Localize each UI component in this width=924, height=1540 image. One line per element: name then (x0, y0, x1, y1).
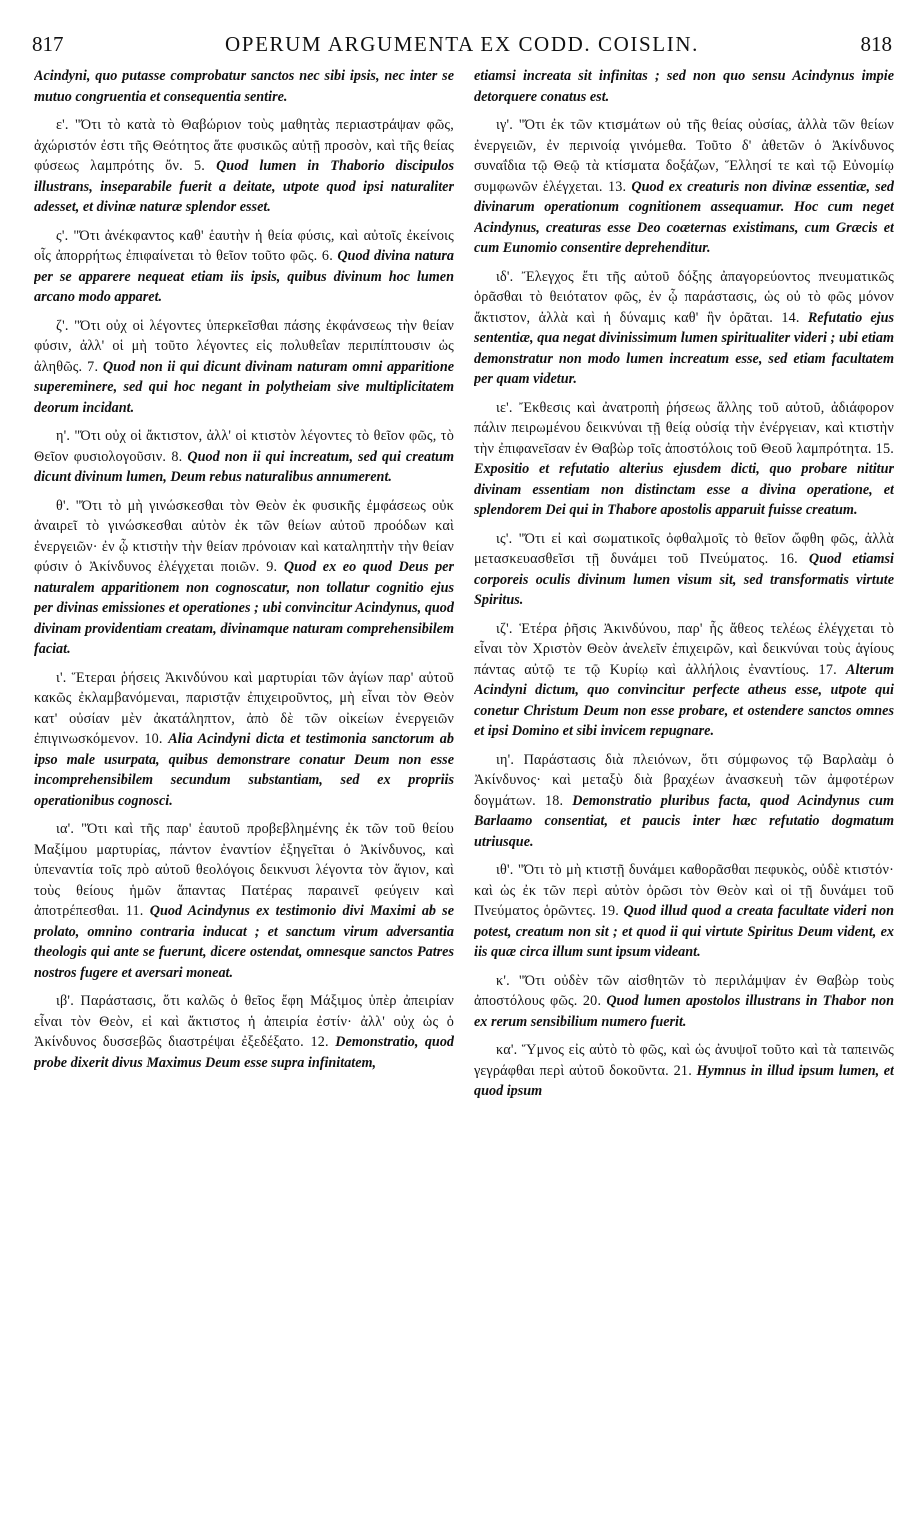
greek-text: ζ'. "Ότι οὐχ οἱ λέγοντες ὑπερκεῖσθαι πάσης ἐκφάνσεως τὴν θείαν φύσιν, ἀλλ' οἱ μὴ τοῦτο λέγοντες εἰς πολυθεΐαν περιπίπτουσιν ὡς ἀληθῶς. 7. (34, 317, 454, 375)
greek-text: ια'. "Ότι καὶ τῆς παρ' ἑαυτοῦ προβεβλημένης ἐκ τῶν τοῦ θείου Μαξίμου μαρτυρίας, πάντον ἐναντίον ἐξηγεῖται ὁ Ἀκίνδυνος, καὶ ὑπεναντία τοῖς πρὸ αὐτοῦ θεολόγοις δεικνυσι λέγοντα τὸν ἅγιον, καὶ τοὺς θείους ἡμῶν ἅπαντας Πατέρας παραινεῖ φεύγειν καὶ ἀποτρέπεσθαι. 11. (34, 821, 454, 919)
paragraph (474, 1040, 894, 1102)
greek-text: ιθ'. "Ότι τὸ μὴ κτιστῇ δυνάμει καθορᾶσθαι πεφυκὸς, οὐδὲ κτιστόν· καὶ ὡς ἐκ τῶν περὶ αὐτὸν ὁρῶσι τὸν Θεὸν καὶ οἱ τῇ δυνάμει τοῦ Πνεύματος ὁρῶντες. 19. (474, 862, 894, 919)
paragraph (474, 267, 894, 390)
left-column (34, 66, 454, 1506)
greek-text: ιβ'. Παράστασις, ὅτι καλῶς ὁ θεῖος ἔφη Μάξιμος ὑπὲρ ἀπειρίαν εἶναι τὸν Θεὸν, εἰ καὶ ἄκτιστος ἡ ἀπειρία ἐστίν· ἀλλ' οὐχ ὡς ὁ Ἀκίνδυνος δυσσεβῶς διαστρέψαι ἐξεδέξατο. 12. (34, 993, 454, 1050)
latin-text: Quod ex creaturis non divinæ essentiæ, sed divinarum operationum cognitionem assequamur. Hoc cum neget Acindynus, creaturas esse Deo coæternas existimans, cum Græcis et cum Eunomio consentire deprehenditur. (474, 178, 894, 256)
latin-text: Refutatio ejus sententiæ, qua negat divinissimum lumen spiritualiter videri ; ubi etiam demonstratur non modo lumen increatum esse, sed etiam facultatem per quam videtur. (474, 309, 894, 387)
paragraph (474, 66, 894, 107)
greek-text: ιγ'. "Ότι ἐκ τῶν κτισμάτων οὐ τῆς θείας οὐσίας, ἀλλὰ τῶν θείων ἐνεργειῶν, ἐν περινοίᾳ γινόμεθα. Τοῦτο δ' ἀθετῶν ὁ Ἀκίνδυνος συναΐδια τῷ Θεῷ τὰ κτίσματα δοξάζων, Ἕλλησί τε καὶ τῷ Εὐνομίῳ συμφωνῶν ἐλέγχεται. 13. (474, 117, 894, 195)
latin-text: Quod ex eo quod Deus per naturalem apparitionem non cognoscatur, non tollatur cognitio ejus per divinas emissiones et operationes ; ubi convincitur Acindynus, quod divinam providentiam creatam, divinamque naturam comprehensibilem faciat. (34, 559, 454, 657)
right-column (474, 66, 894, 1506)
greek-text: ιζ'. Ἑτέρα ῥῆσις Ἀκινδύνου, παρ' ἧς ἄθεος τελέως ἐλέγχεται τὸ εἶναι τὸν Χριστὸν Θεὸν ἀνελεῖν ἐπιχειρῶν, καὶ δεικνύναι τοὺς ἁγίους πάντας αὐτῷ τε τῷ Κυρίῳ καὶ ἀλλήλοις ἐναντίους. 17. (474, 620, 894, 678)
greek-text: θ'. "Ότι τὸ μὴ γινώσκεσθαι τὸν Θεὸν ἐκ φυσικῆς ἐμφάσεως οὐκ ἀναιρεῖ τὸ γινώσκεσθαι αὐτὸν ἐκ τῶν θείων αὐτοῦ προόδων καὶ ἐνεργειῶν· ἐν ᾧ κτιστὴν τὴν θείαν πρόνοιαν καὶ καταληπτὴν τὴν θείαν φύσιν ὁ Ἀκίνδυνος ἐλέγχεται ποιῶν. 9. (34, 497, 454, 575)
greek-text: ι'. Ἕτεραι ῥήσεις Ἀκινδύνου καὶ μαρτυρίαι τῶν ἁγίων παρ' αὐτοῦ κακῶς ἐκλαμβανόμεναι, παριστᾷν ἐπιχειροῦντος, μὴ εἶναι τὸν Θεὸν κατ' οὐσίαν μὲν ἀκατάληπτον, ἀπὸ δὲ τῶν οἰκείων ἐνεργειῶν ἐπιγινωσκόμενον. 10. (34, 669, 454, 747)
greek-text: ιδ'. Ἔλεγχος ἔτι τῆς αὐτοῦ δόξης ἀπαγορεύοντος πνευματικῶς ὁρᾶσθαι τὸ θειότατον φῶς, ἐν ᾧ παράστασις, ὡς οὐ τὸ φῶς μόνον ἄκτιστον, ἀλλὰ καὶ ἡ δύναμις καθ' ἣν ὁρᾶται. 14. (474, 268, 894, 326)
greek-text: ς'. "Ότι ἀνέκφαντος καθ' ἑαυτὴν ἡ θεία φύσις, καὶ αὐτοῖς ἐκείνοις οἷς ἀπορρήτως ἐπιφαίνεται τὸ θεῖον τοῦτο φῶς. 6. (34, 227, 454, 264)
paragraph (34, 819, 454, 983)
greek-text: ιη'. Παράστασις διὰ πλειόνων, ὅτι σύμφωνος τῷ Βαρλαὰμ ὁ Ἀκίνδυνος· καὶ μεταξὺ διὰ βραχέων ἀνασκευὴ τῶν ἀμφοτέρων δογμάτων. 18. (474, 751, 894, 809)
greek-text: ε'. "Ότι τὸ κατὰ τὸ Θαβώριον τοὺς μαθητὰς περιαστράψαν φῶς, ἀχώριστόν ἐστι τῆς Θεότητος ἅτε φυσικῶς αὐτῇ προσὸν, καὶ τῆς θείας φύσεως λαμπρότης ὄν. 5. (34, 117, 454, 174)
paragraph (34, 668, 454, 812)
latin-text: Quod Acindynus ex testimonio divi Maximi ab se prolato, omnino contraria inducat ; et sanctum virum adversantia theologis qui ante se fuerunt, dicere ostendat, omnesque sanctos Patres nostros fugere et aversari moneat. (34, 903, 454, 981)
paragraph (34, 426, 454, 488)
paragraph (34, 226, 454, 308)
paragraph (474, 529, 894, 611)
latin-text: Quod etiamsi corporeis oculis divinum lumen visum sit, sed transformatis virtute Spiritus. (474, 551, 894, 608)
greek-text: κα'. Ὕμνος εἰς αὐτὸ τὸ φῶς, καὶ ὡς ἀνυψοῖ τοῦτο καὶ τὰ ταπεινῶς γεγράφθαι περὶ αὐτοῦ δοκοῦντα. 21. (474, 1042, 894, 1079)
greek-text: κ'. "Ότι οὐδὲν τῶν αἰσθητῶν τὸ περιλάμψαν ἐν Θαβὼρ τοὺς ἀποστόλους φῶς. 20. (474, 972, 894, 1009)
paragraph (34, 991, 454, 1073)
latin-text: Acindyni, quo putasse comprobatur sanctos nec sibi ipsis, nec inter se mutuo congruentia et consequentia sentire. (34, 68, 454, 105)
latin-text: Quod illud quod a creata facultate videri non potest, creatum non sit ; et quod ii qui virtute Spiritus Deum vident, ex iis quæ circa illum sunt ipsum videant. (474, 903, 894, 960)
latin-text: Quod lumen apostolos illustrans in Thabor non ex rerum sensibilium numero fuerit. (474, 993, 894, 1030)
page-number-left: 817 (32, 32, 64, 56)
paragraph (474, 115, 894, 259)
paragraph (474, 619, 894, 742)
paragraph (34, 115, 454, 218)
paragraph (474, 398, 894, 521)
latin-text: Quod lumen in Thaborio discipulos illustrans, inseparabile fuerit a deitate, utpote quod ipsi naturaliter adesset, et divinæ naturæ splendor esset. (34, 158, 454, 215)
latin-text: etiamsi increata sit infinitas ; sed non quo sensu Acindynus impie detorquere conatus est. (474, 68, 894, 105)
paragraph (474, 750, 894, 853)
paragraph (34, 496, 454, 660)
latin-text: Quod non ii qui increatum, sed qui creatum dicunt divinum lumen, Deum rebus naturalibus annumerent. (34, 448, 454, 485)
latin-text: Alia Acindyni dicta et testimonia sanctorum ab ipso male usurpata, quibus demonstrare conatur Deum non esse incomprehensibilem secundum substantiam, sed ex propriis operationibus cognosci. (34, 731, 454, 809)
paragraph (474, 971, 894, 1033)
latin-text: Expositio et refutatio alterius ejusdem dicti, quo probare nititur divinam essentiam non distinctam esse a divina operatione, et splendorem Dei qui in Thabore apostolis apparuit fuisse creatum. (474, 461, 894, 518)
page-number-right: 818 (860, 32, 892, 56)
greek-text: ιε'. Ἔκθεσις καὶ ἀνατροπὴ ῥήσεως ἄλλης τοῦ αὐτοῦ, ἀδιάφορον πάλιν πειρωμένου δεικνύναι τῇ θείᾳ οὐσίᾳ τὴν ἐνέργειαν, καὶ κτιστὴν τὴν ἐπιφανεῖσαν ἐν Θαβὼρ τοῖς ἀποστόλοις τοῦ Θεοῦ λαμπρότητα. 15. (474, 399, 894, 457)
running-title: OPERUM ARGUMENTA EX CODD. COISLIN. (225, 32, 699, 56)
page-header (32, 32, 892, 60)
latin-text: Quod divina natura per se apparere nequeat etiam iis ipsis, quibus divinum hoc lumen arcano modo apparet. (34, 248, 454, 305)
latin-text: Demonstratio pluribus facta, quod Acindynus cum Barlaamo consentiat, et paucis inter hæc refutatio dogmatum utriusque. (474, 792, 894, 850)
paragraph (34, 316, 454, 419)
latin-text: Hymnus in illud ipsum lumen, et quod ipsum (474, 1062, 894, 1099)
greek-text: η'. "Ότι οὐχ οἱ ἄκτιστον, ἀλλ' οἱ κτιστὸν λέγοντες τὸ θεῖον φῶς, τὸ Θεῖον φυσιολογοῦσιν. 8. (34, 428, 454, 465)
latin-text: Demonstratio, quod probe dixerit divus Maximus Deum esse supra infinitatem, (34, 1034, 454, 1071)
greek-text: ις'. "Ότι εἰ καὶ σωματικοῖς ὀφθαλμοῖς τὸ θεῖον ὤφθη φῶς, ἀλλὰ μετασκευασθεῖσι τῇ δυνάμει τοῦ Πνεύματος. 16. (474, 530, 894, 567)
paragraph (474, 860, 894, 963)
paragraph (34, 66, 454, 107)
latin-text: Alterum Acindyni dictum, quo convincitur perfecte atheus esse, utpote qui conetur Christum Deum non esse probare, et ostendere sanctos omnes et ipsi Domino et sibi invicem repugnare. (474, 661, 894, 739)
latin-text: Quod non ii qui dicunt divinam naturam omni apparitione supereminere, sed qui hoc negant in polytheiam sive multiplicitatem deorum incidant. (34, 358, 454, 416)
